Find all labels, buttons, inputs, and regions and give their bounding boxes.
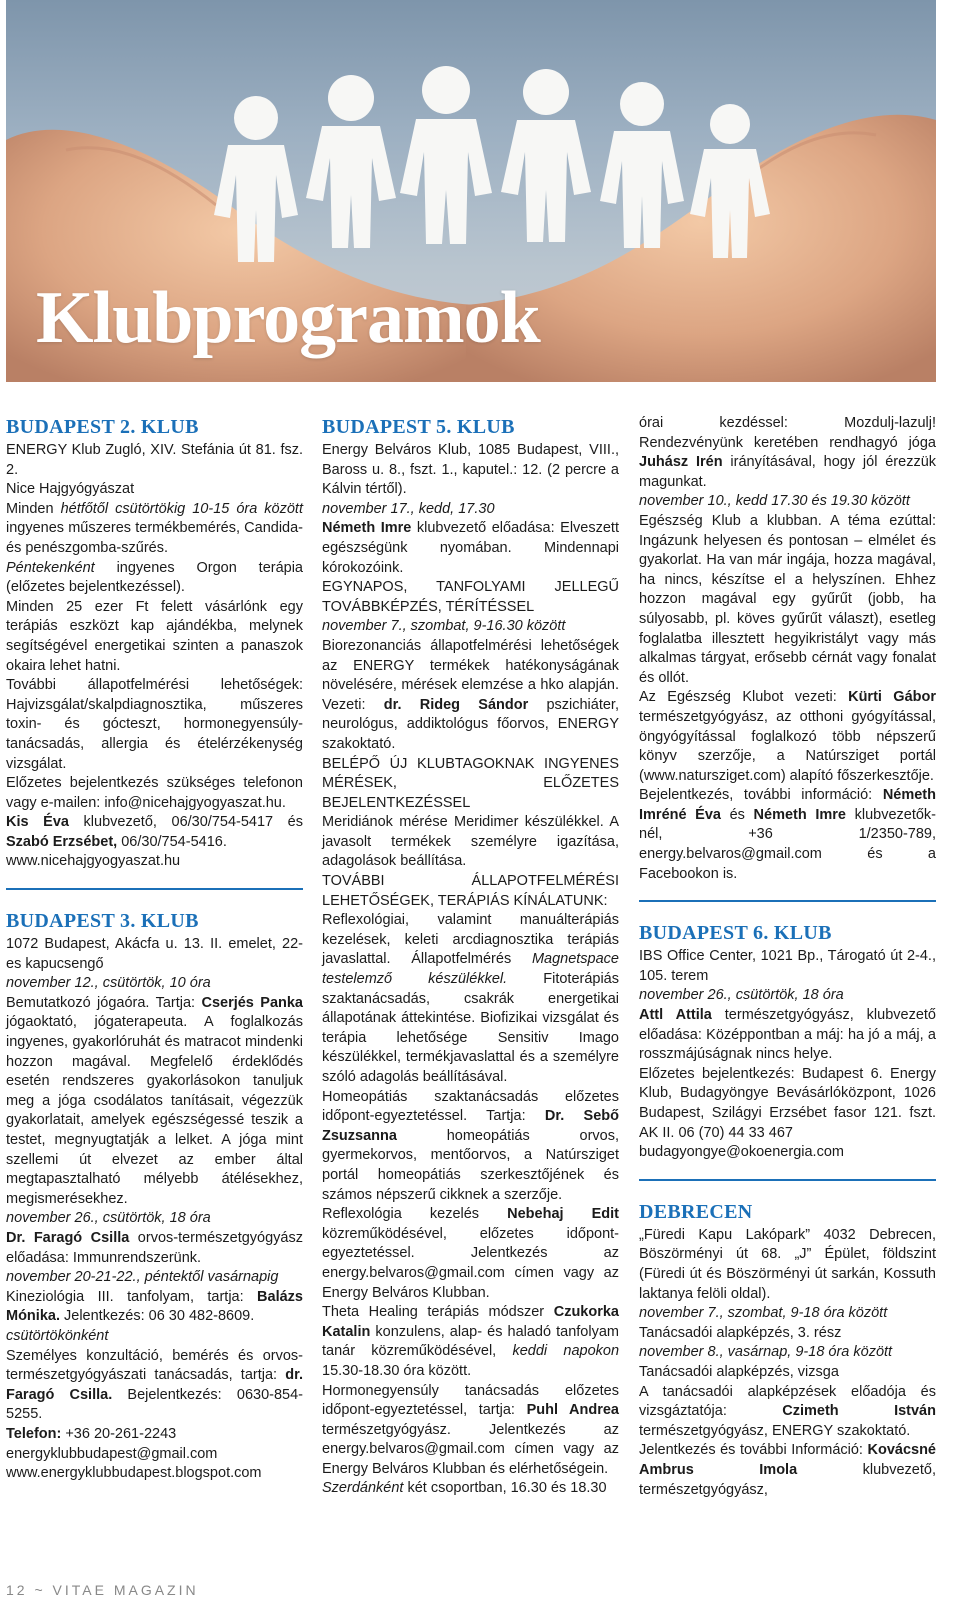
section-divider xyxy=(6,888,303,890)
website-link[interactable]: www.energyklubbudapest.blogspot.com xyxy=(6,1465,262,1482)
paragraph: Személyes konzultáció, bemérés és orvos-természetgyógyászati tanácsadás, tartja: dr. Faragó Csilla. Bejelentkezés: 0630-854-5255. xyxy=(6,1347,303,1423)
hero-image xyxy=(6,0,936,382)
section-heading-debrecen: DEBRECEN xyxy=(639,1200,753,1223)
paragraph: Előzetes bejelentkezés: Budapest 6. Energy Klub, Budagyöngye Bevásárlóközpont, 1026 Budapest, Szilágyi Erzsébet fasor 121. fszt. AK II. 06 (70) 44 33 467 xyxy=(639,1065,936,1141)
paragraph: Kineziológia III. tanfolyam, tartja: Balázs Mónika. Jelentkezés: 06 30 482-8609. xyxy=(6,1288,303,1325)
event-date: november 20-21-22., péntektől vasárnapig xyxy=(6,1269,279,1286)
paragraph: Jelentkezés és további Információ: Kovácsné Ambrus Imola klubvezető, természetgyógyász, xyxy=(639,1442,936,1498)
paragraph: Minden 25 ezer Ft felett vásárlónk egy terápiás eszközt kap ajándékba, melynek segítségével energetikai szinten a panaszok okaira lehet hatni. xyxy=(6,598,303,674)
paragraph: Az Egészség Klubot vezeti: Kürti Gábor természetgyógyász, az otthoni gyógyítással, öngyógyítással foglalkozó több népszerű könyv szerzője, a Natúrsziget portál (www.natursziget.com) alapító főszerkesztője. xyxy=(639,689,936,784)
paragraph: Tanácsadói alapképzés, 3. rész xyxy=(639,1324,842,1341)
paragraph: Hormonegyensúly tanácsadás előzetes időpont-egyeztetéssel, tartja: Puhl Andrea természetgyógyász. Jelentkezés az energy.belvaros@gmail.com címen vagy az Energy Belváros Klubban és elérhetőségein. xyxy=(322,1382,619,1477)
page-footer: 12 ~ VITAE MAGAZIN xyxy=(6,1582,199,1598)
phone-line: Telefon: +36 20-261-2243 xyxy=(6,1425,177,1442)
email-link[interactable]: budagyongye@okoenergia.com xyxy=(639,1144,844,1161)
paragraph: Tanácsadói alapképzés, vizsga xyxy=(639,1363,839,1380)
event-date: november 7., szombat, 9-18 óra között xyxy=(639,1305,888,1322)
paragraph: Péntekenként ingyenes Orgon terápia (előzetes bejelentkezéssel). xyxy=(6,559,303,596)
event-date: november 26., csütörtök, 18 óra xyxy=(639,987,844,1004)
paragraph: Attl Attila természetgyógyász, klubvezető előadása: Középpontban a máj: ha jó a máj, a rosszmájúságnak nincs helye. xyxy=(639,1007,936,1063)
club-address: Energy Belváros Klub, 1085 Budapest, VIII., Baross u. 8., fszt. 1., kaputel.: 12. (2 percre a Kálvin tértől). xyxy=(322,442,619,498)
column-right xyxy=(639,414,936,1500)
section-divider xyxy=(639,900,936,902)
contact-line: Bejelentkezés, további információ: Németh Imréné Éva és Németh Imre klubvezetők-nél, +36 1/2350-789, energy.belvaros@gmail.com és a Facebookon is. xyxy=(639,787,937,882)
club-address: ENERGY Klub Zugló, XIV. Stefánia út 81. fsz. 2. xyxy=(6,442,303,478)
event-date: november 17., kedd, 17.30 xyxy=(322,500,495,517)
section-heading-budapest-6: BUDAPEST 6. KLUB xyxy=(639,922,832,945)
section-heading-budapest-5: BUDAPEST 5. KLUB xyxy=(322,416,515,438)
section-divider xyxy=(639,1179,936,1181)
club-address: IBS Office Center, 1021 Bp., Tárogató út 2-4., 105. terem xyxy=(639,948,936,984)
event-date: november 26., csütörtök, 18 óra xyxy=(6,1210,211,1227)
event-date: november 10., kedd 17.30 és 19.30 között xyxy=(639,493,910,510)
contact-line: Kis Éva klubvezető, 06/30/754-5417 és Szabó Erzsébet, 06/30/754-5416. xyxy=(6,814,303,850)
column-middle xyxy=(322,414,619,1499)
paragraph: Dr. Faragó Csilla orvos-természetgyógyász előadása: Immunrendszerünk. xyxy=(6,1229,303,1266)
caps-subheading: BELÉPŐ ÚJ KLUBTAGOKNAK INGYENES MÉRÉSEK, ELŐZETES BEJELENTKEZÉSSEL xyxy=(322,755,619,811)
event-date: csütörtökönként xyxy=(6,1327,109,1344)
caps-subheading: TOVÁBBI ÁLLAPOTFELMÉRÉSI LEHETŐSÉGEK, TERÁPIÁS KÍNÁLATUNK: xyxy=(322,873,619,909)
event-date: november 12., csütörtök, 10 óra xyxy=(6,975,211,992)
website-link[interactable]: www.nicehajgyogyaszat.hu xyxy=(6,853,181,870)
paragraph: Szerdánként két csoportban, 16.30 és 18.30 xyxy=(322,1480,607,1497)
paragraph: További állapotfelmérési lehetőségek: Hajvizsgálat/skalpdiagnosztika, műszeres toxin- és gócteszt, hormonegyensúly-tanácsadás, allergia és ételérzékenység vizsgálat. xyxy=(6,677,303,772)
paragraph: A tanácsadói alapképzések előadója és vizsgáztatója: Czimeth István természetgyógyász, ENERGY szakoktató. xyxy=(639,1383,936,1439)
club-subtitle: Nice Hajgyógyászat xyxy=(6,481,135,498)
club-address: 1072 Budapest, Akácfa u. 13. II. emelet, 22-es kapucsengő xyxy=(6,936,303,972)
paragraph: Theta Healing terápiás módszer Czukorka Katalin konzulens, alap- és haladó tanfolyam tanár közreműködésével, keddi napokon 15.30-18.30 óra között. xyxy=(322,1304,620,1379)
paragraph: Meridiánok mérése Meridimer készülékkel. A javasolt termékek személyre igazítása, adagolások beállítása. xyxy=(322,814,619,870)
paragraph: Biorezonanciás állapotfelmérési lehetőségek az ENERGY termékek hatékonyságának növelésére, mérések elemzése a hko alapján. Vezeti: dr. Rideg Sándor pszichiáter, neurológus, addiktológus főorvos, ENERGY szakoktató. xyxy=(322,637,619,752)
email-link[interactable]: energyklubbudapest@gmail.com xyxy=(6,1445,218,1462)
paragraph: Reflexológia kezelés Nebehaj Edit közreműködésével, előzetes időpont-egyeztetéssel. Jelentkezés az energy.belvaros@gmail.com címen vagy az Energy Belváros Klubban. xyxy=(322,1206,619,1301)
paragraph: Homeopátiás szaktanácsadás előzetes időpont-egyeztetéssel. Tartja: Dr. Sebő Zsuzsanna homeopátiás orvos, gyermekorvos, mentőorvos, a Natúrsziget portál homeopátiás szerkesztőjének és számos népszerű cikknek a szerzője. xyxy=(322,1088,619,1203)
paragraph: Előzetes bejelentkezés szükséges telefonon vagy e-mailen: info@nicehajgyogyaszat.hu. xyxy=(6,775,303,811)
paragraph: Bemutatkozó jógaóra. Tartja: Cserjés Panka jógaoktató, jógaterapeuta. A foglalkozás ingyenes, gyakorlóruhát és matracot mindenki hozzon magával. Megfelelő érdeklődés esetén rendszeres gyakorlásokon tanuljuk meg a jóga csodálatos tanításait, végezzük gyakorlatait, amelyek egészségessé teszik a testet, megnyugtatják a lelket. A jóga mint szellemi út elvezet az ember által megtapasztalható mélyebb átélésekhez, megismerésekhez. xyxy=(6,994,303,1207)
paragraph: Reflexológiai, valamint manuálterápiás kezelések, keleti arcdiagnosztika terápiás javaslattal. Állapotfelmérés Magnetspace testelemző készülékkel. Fitoterápiás szaktanácsadás, csakrák energetikai állapotának áttekintése. Biofizikai vizsgálat és terápia lehetősége Sensitiv Imago készülékkel, termékjavaslattal és a személyre szóló adagolás beállításával. xyxy=(322,912,619,1085)
section-heading-budapest-3: BUDAPEST 3. KLUB xyxy=(6,910,199,933)
event-date: november 8., vasárnap, 9-18 óra között xyxy=(639,1344,893,1361)
page-title: Klubprogramok xyxy=(36,277,540,359)
club-address: „Füredi Kapu Lakópark” 4032 Debrecen, Böszörményi út 68. „J” Épület, földszint (Füredi út és Böszörményi út sarkán, Kossuth laktanya felöli oldal). xyxy=(639,1226,936,1302)
caps-subheading: EGYNAPOS, TANFOLYAMI JELLEGŰ TOVÁBBKÉPZÉS, TÉRÍTÉSSEL xyxy=(322,579,619,615)
paragraph: Németh Imre klubvezető előadása: Elveszett egészségünk nyomában. Mindennapi kórokozóink. xyxy=(322,520,619,576)
column-left xyxy=(6,414,303,1484)
paragraph: órai kezdéssel: Mozdulj-lazulj! Rendezvényünk keretében rendhagyó jóga Juhász Irén irányításával, hogy jól érezzük magunkat. xyxy=(639,415,937,490)
paragraph: Egészség Klub a klubban. A téma ezúttal: Ingázunk helyesen és pontosan – elmélet és gyakorlat. Ha van már ingája, hozza magával, ha nincs, készítse el a helyszínen. Ehhez hozzon magával egy gyűrűt (jobb, ha súlyosabb, pl. köves gyűrűt választ), esetleg foglalatba illesztett hegyikristályt vagy más alkalmas tárgyat, erősebb cérnát vagy fonalat és ollót. xyxy=(639,512,936,686)
paragraph: Minden hétfőtől csütörtökig 10-15 óra között ingyenes műszeres termékbemérés, Candida- és penészgomba-szűrés. xyxy=(6,500,303,556)
section-heading-budapest-2: BUDAPEST 2. KLUB xyxy=(6,416,199,438)
event-date: november 7., szombat, 9-16.30 között xyxy=(322,618,566,635)
